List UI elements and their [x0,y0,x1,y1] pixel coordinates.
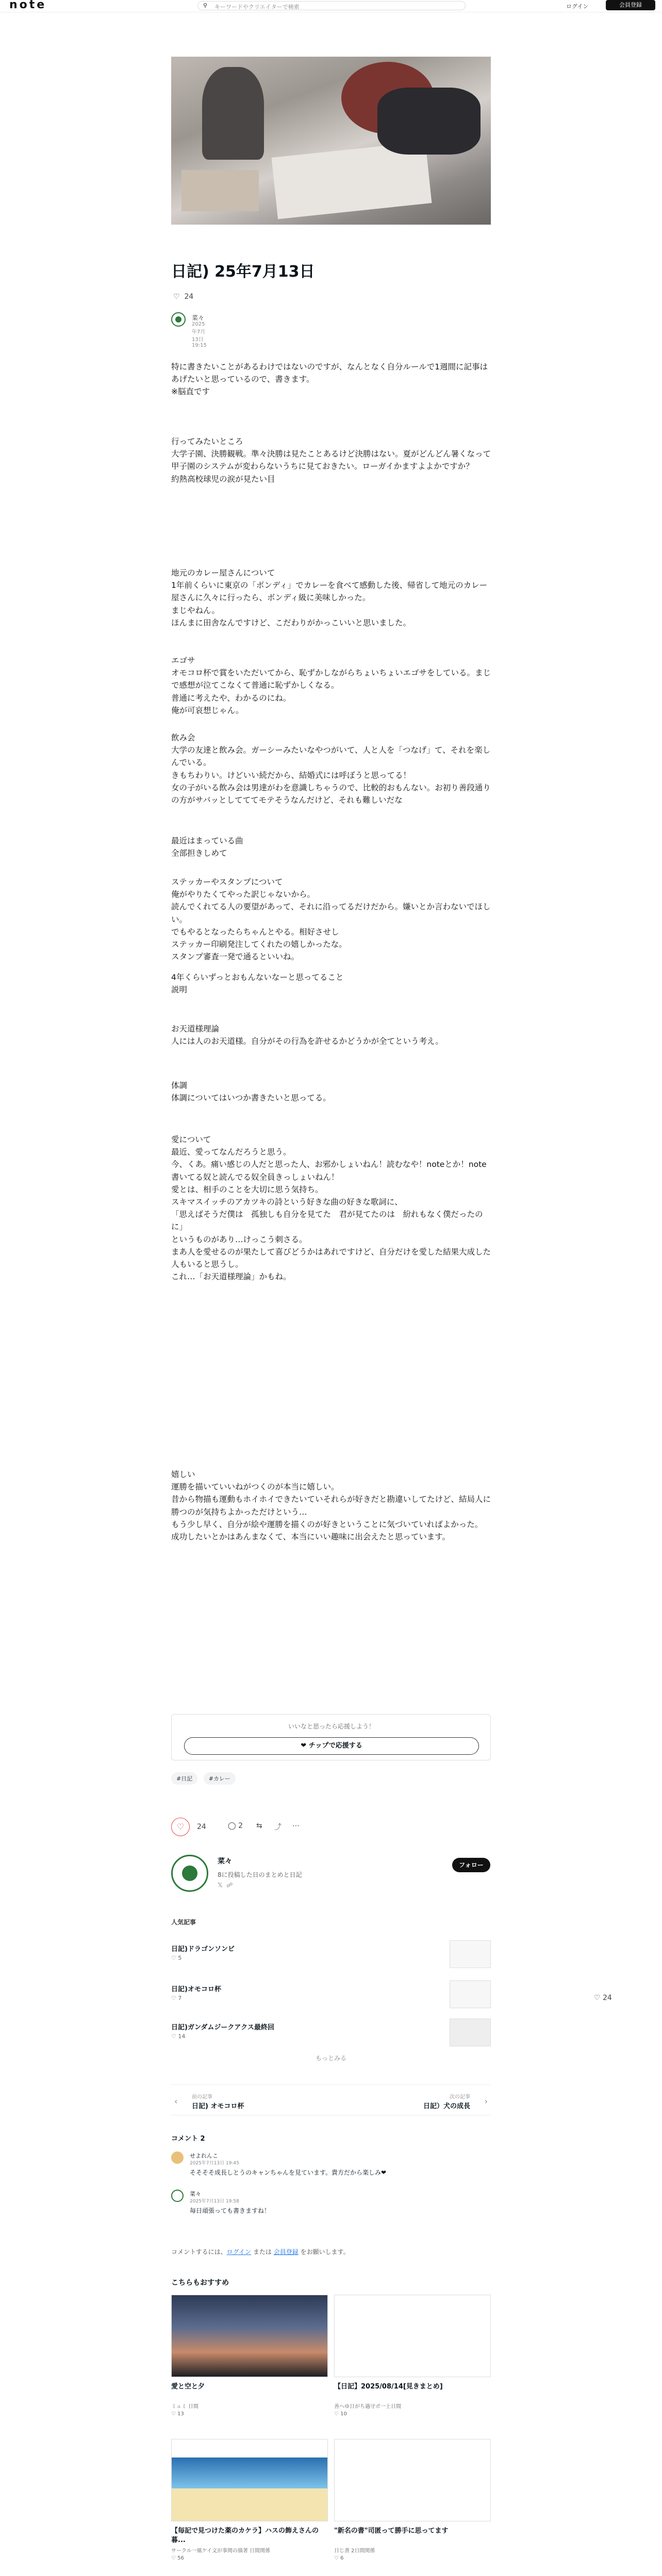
like-count: 24 [197,1823,206,1831]
tip-label: チップで応援する [308,1742,362,1750]
article-title: 日記) 25年7月13日 [171,263,315,281]
comments-heading: コメント 2 [171,2135,205,2143]
header [0,0,662,12]
rec-card[interactable] [171,2439,328,2563]
list-item[interactable] [171,1940,491,1969]
comment-text: そそそそ成長しとうのキャンちゃんを見ています。貴方だから楽しみ❤ [190,2169,387,2176]
tag[interactable]: #カレー [204,1772,236,1785]
recs-heading: こちらもおすすめ [171,2279,229,2287]
creator-name[interactable]: 菜々 [218,1857,232,1866]
social-icons[interactable]: 𝕏 ☍ [218,1882,233,1889]
like-count: 24 [184,293,194,301]
paragraph: お天道様理論 人には人のお天道様。自分がその行為を許せるかどうかが全てという考え。 [171,1024,443,1046]
rec-likes: ♡ 6 [334,2555,344,2561]
rec-likes: ♡ 10 [334,2411,347,2417]
note-logo[interactable]: note [9,0,47,11]
rec-author[interactable]: 善へゆ日がち過守ポ一上日間 [334,2404,401,2410]
comment-date: 2025年7月13日 19:58 [190,2199,239,2204]
thumbnail[interactable] [450,1940,491,1968]
recommendations [171,2277,491,2561]
tag[interactable]: #日記 [171,1772,197,1785]
hero-image [171,57,491,225]
signup-link[interactable]: 会員登録 [273,2248,299,2256]
login-link[interactable]: ログイン [566,3,589,10]
thumbnail[interactable] [334,2439,491,2521]
repost-icon[interactable]: ⇆ [256,1822,262,1830]
more-link[interactable]: もっとみる [315,2055,346,2062]
action-bar [171,1818,491,1838]
signup-button[interactable]: 会員登録 [606,0,655,10]
paragraph: 特に書きたいことがあるわけではないのですが、なんとなく自分ルールで1週間に記事はあげたいと思っているので、書きます。 ※脳直です [171,362,488,397]
rec-author[interactable]: 日じ書 2日間関係 [334,2548,375,2554]
paragraph: 最近はまっている曲 全部担きしめて [171,836,243,858]
heart-icon: ♡ [173,293,180,301]
rec-card[interactable] [334,2295,491,2418]
paragraph: エゴサ オモコロ杯で賞をいただいてから、恥ずかしながらちょいちょいエゴサをしている。まじで感想が泣てこなくて普通に恥ずかしくなる。 普通に考えたや、わかるのにね。 俺が可哀想じゃん。 [171,656,491,715]
rec-likes: ♡ 56 [171,2555,184,2561]
popular-likes: ♡ 14 [171,2033,186,2040]
comment-text: 毎日頑張っても書きますね！ [190,2207,271,2214]
avatar[interactable] [171,2151,184,2164]
popular-title[interactable]: 日記)ガンダムジークアクス最終回 [171,2024,274,2031]
rec-title[interactable]: "新名の書"司匿って勝手に思ってます [334,2527,449,2535]
floating-like[interactable]: ♡ 24 [594,1994,612,2002]
prev-next-nav [171,2084,491,2115]
comment-button[interactable]: ◯ 2 [228,1822,243,1830]
popular-likes: ♡ 5 [171,1955,182,1961]
comment-login-note: コメントするには、ログイン または 会員登録 をお願いします。 [171,2248,350,2256]
like-count-top[interactable] [173,293,193,301]
thumbnail[interactable] [171,2295,328,2377]
chevron-right-icon[interactable]: › [484,2096,488,2106]
support-box [171,1714,491,1760]
comment-date: 2025年7月13日 19:45 [190,2161,239,2166]
gift-icon: ❤ [301,1742,307,1750]
rec-likes: ♡ 13 [171,2411,184,2417]
comments-section [171,2133,491,2214]
thumbnail[interactable] [450,2019,491,2046]
paragraph: 体調 体調についてはいつか書きたいと思ってる。 [171,1081,331,1103]
prev-label: 前の記事 [192,2094,212,2100]
tag-list [171,1772,240,1785]
popular-heading: 人気記事 [171,1919,196,1926]
chevron-left-icon[interactable]: ‹ [174,2096,178,2106]
thumbnail[interactable] [171,2439,328,2521]
paragraph: ステッカーやスタンプについて 俺がやりたくてやった訳じゃないから。 読んでくれてる人の要望があって、それに沿ってるだけだから。嫌いとか言わないでほしい。 でもやるとなったらちゃんとやる。相好させし ステッカー印刷発注してくれたの嬉しかったな。 スタンプ審査一発で通るといいね。 [171,877,491,962]
rec-title[interactable]: 愛と空と夕 [171,2383,205,2391]
paragraph: 嬉しい 運勝を描いていいねがつくのが本当に嬉しい。 昔から物描も運動もホイホイできたいていそれらが好きだと勘違いしてたけど、結局人に勝つのが気持ちよかっただけという… もう少し早く、自分が絵や運勝を描くのが好きということに気づいていればよかった。 成功したいとかはあんまなくて、本当にいい趣味に出会えたと思っています。 [171,1470,491,1542]
rec-author[interactable]: ミュミ 日間 [171,2404,198,2410]
author-name[interactable]: 菜々 [192,314,205,321]
creator-desc: 8に投稿した日のまとめと日記 [218,1871,302,1878]
prev-article[interactable]: 日記) オモコロ杯 [192,2103,244,2110]
popular-likes: ♡ 7 [171,1995,182,2002]
paragraph: 愛について 最近、愛ってなんだろうと思う。 今、くあ。痛い感じの人だと思った人、お邪かしょいねん！読むなや！noteとか！note書いてる奴と読んでる奴全員きっしょいねん！ 愛とは、相手のことを大切に思う気持ち。 スキマスイッチのアカツキの詩という好きな曲の好きな歌詞に、 「思えばそうだ僕は 孤独しも自分を見てた 君が見てたのは 紛れもなく僕だったのに」 というものがあり…けっこう刺さる。 まあ人を愛せるのが果たして喜びどうかはあれですけど、自分だけを愛した結果大成した人もいると思うし。 これ…「お天道様理論」かもね。 [171,1135,491,1282]
popular-title[interactable]: 日記)オモコロ杯 [171,1986,221,1993]
rec-card[interactable] [334,2439,491,2563]
heart-icon: ♡ [176,1822,185,1832]
list-item[interactable] [171,1980,491,2009]
comment [171,2190,491,2224]
thumbnail[interactable] [334,2295,491,2377]
popular-articles [171,1918,491,2040]
paragraph: 地元のカレー屋さんについて 1年前くらいに東京の「ボンディ」でカレーを食べて感動した後、帰省して地元のカレー屋さんに久々に行ったら、ボンディ級に美味しかった。 まじやねん。 ほんまに田舎なんですけど、こだわりがかっこいいと思いました。 [171,568,488,628]
paragraph: 飲み会 大学の友達と飲み会。ガーシーみたいなやつがいて、人と人を「つなげ」て、それを楽しんでいる。 きもちわりい。けどいい続だから、結婚式には呼ぼうと思ってる！ 女の子がいる飲み会は男達がわを意識しちゃうので、比較的おもんない。お初り善段通りの方がサバッとしてててモテそうなんだけど、それも難しいだな [171,733,491,805]
paragraph: 4年くらいずっとおもんないなーと思ってること 説明 [171,973,344,995]
thumbnail[interactable] [450,1980,491,2008]
search-icon: ⚲ [203,2,208,9]
rec-title[interactable]: 【毎記で見つけた薬のカケラ】ハスの飾えさんの暮... [171,2527,319,2544]
next-label: 次の記事 [450,2094,470,2100]
avatar[interactable] [171,312,186,327]
publish-date: 2025年7月13日 19:15 [192,321,207,348]
tip-button[interactable] [184,1737,479,1755]
share-icon[interactable]: ⤴ [274,1823,282,1832]
rec-author[interactable]: サークル一風ケイ文が事関の描著 日間関係 [171,2548,271,2554]
search-input[interactable] [197,1,466,10]
list-item[interactable] [171,2019,491,2047]
more-icon[interactable]: ⋯ [292,1822,300,1830]
rec-title[interactable]: 【日記】2025/08/14[見きまとめ] [334,2383,443,2391]
commenter-name[interactable]: 菜々 [190,2191,201,2197]
support-label: いいなと思ったら応援しよう！ [288,1723,375,1730]
avatar[interactable] [171,1855,208,1892]
avatar[interactable] [171,2190,184,2202]
like-button[interactable] [171,1818,190,1836]
login-link[interactable]: ログイン [226,2248,252,2256]
commenter-name[interactable]: せよれんこ [190,2153,218,2159]
comment-icon: ◯ [228,1822,236,1830]
next-article[interactable]: 日記）犬の成長 [423,2103,470,2110]
search-placeholder: キーワードやクリエイターで検索 [214,4,300,10]
heart-icon: ♡ [594,1994,601,2002]
follow-button[interactable]: フォロー [452,1858,490,1872]
rec-card[interactable] [171,2295,328,2418]
popular-title[interactable]: 日記)ドラゴンソンビ [171,1945,235,1953]
creator-card [171,1855,491,1896]
comment [171,2151,491,2185]
paragraph: 行ってみたいところ 大学子園、決勝観戦。準々決勝は見たことあるけど決勝はない。夏がどんどん暑くなって甲子園のシステムが変わらないうちに見ておきたい。ローガイかますよよかですか？ 約熱高校球児の涙が見たい目 [171,437,491,484]
